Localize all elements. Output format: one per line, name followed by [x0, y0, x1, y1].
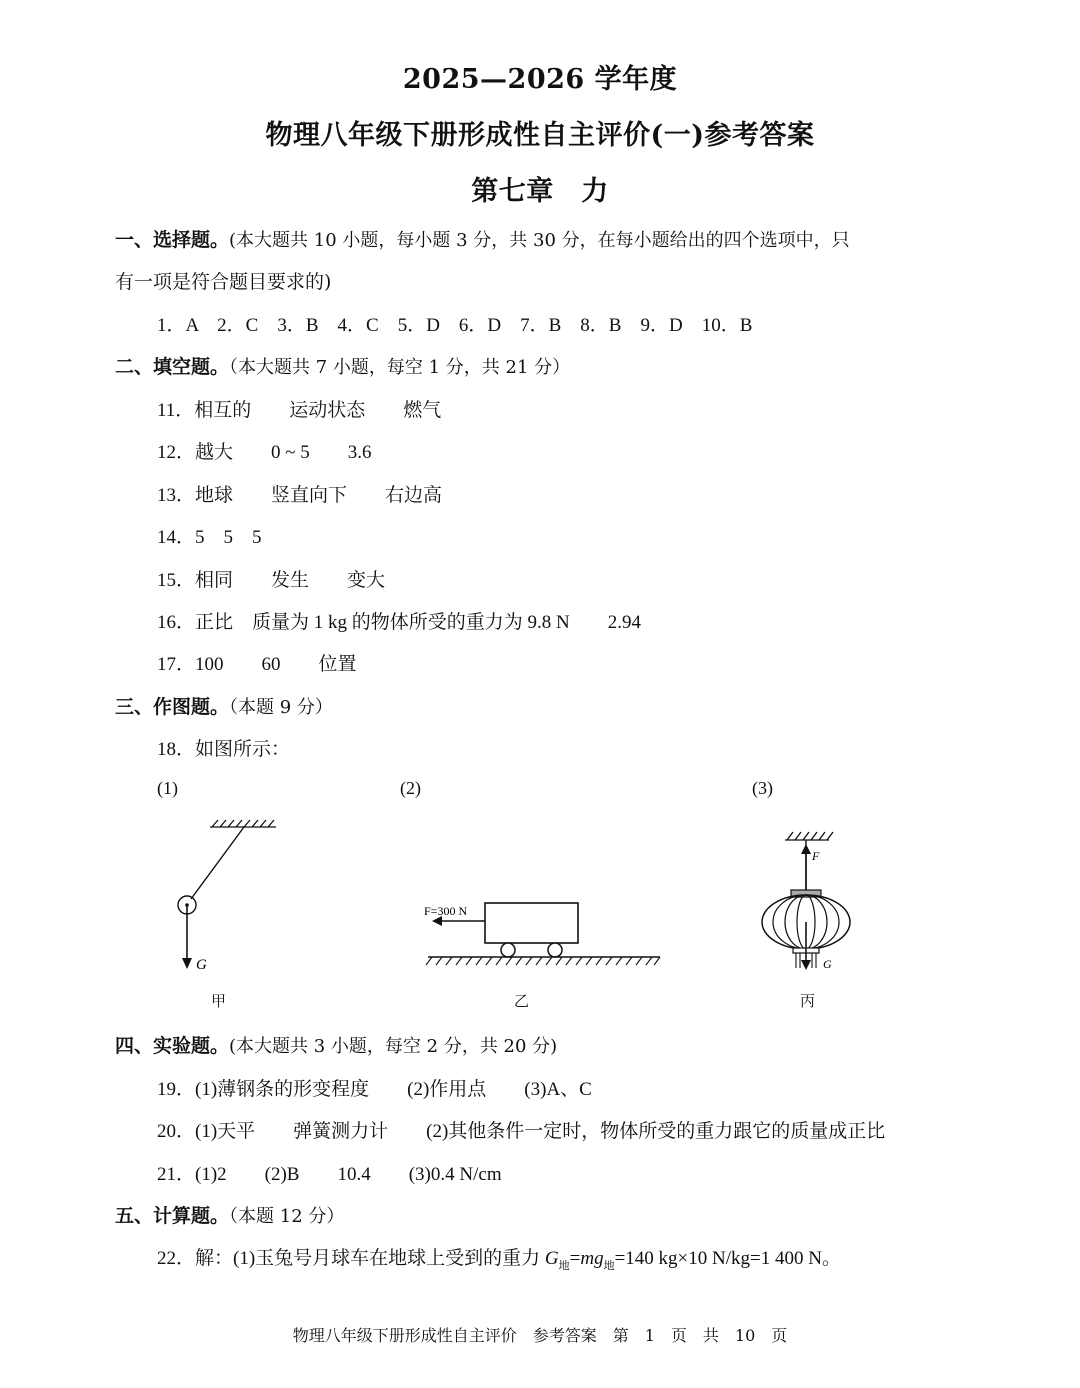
figure-1-caption: 甲 — [211, 994, 227, 1010]
cart-wheel-right — [548, 943, 562, 957]
part1-answers: 1．A 2．C 3．B 4．C 5．D 6．D 7．B 8．B 9．D 10．B — [157, 315, 753, 336]
part4-heading: 四、实验题。 — [115, 1035, 230, 1057]
part3-header — [115, 692, 333, 719]
pendulum-string — [191, 827, 244, 899]
part5-header — [115, 1201, 344, 1228]
part5-heading: 五、计算题。 — [115, 1205, 230, 1227]
force-label: F=300 N — [424, 904, 468, 918]
answer-q17: 17．100 60 位置 — [157, 654, 357, 675]
part1-heading: 一、选择题。 — [115, 229, 230, 251]
answer-q18: 18．如图所示： — [157, 739, 291, 760]
part2-header — [115, 352, 570, 379]
answer-q19: 19．(1)薄钢条的形变程度 (2)作用点 (3)A、C — [157, 1079, 592, 1100]
page-footer: 物理八年级下册形成性自主评价 参考答案 第 1 页 共 10 页 — [292, 1326, 788, 1345]
part2-heading: 二、填空题。 — [115, 356, 230, 378]
figure-2-caption: 乙 — [514, 994, 530, 1010]
part1-note-b: 有一项是符合题目要求的) — [115, 271, 332, 293]
figure-3-caption: 丙 — [800, 994, 816, 1010]
answer-q16: 16．正比 质量为 1 kg 的物体所受的重力为 9.8 N 2.94 — [157, 612, 641, 633]
q22-equals: = — [569, 1248, 581, 1269]
answer-q11: 11．相互的 运动状态 燃气 — [157, 400, 442, 421]
ceiling-hatch — [210, 820, 276, 827]
answer-q15: 15．相同 发生 变大 — [157, 570, 386, 591]
part2-note: （本大题共 7 小题，每空 1 分，共 21 分） — [229, 357, 571, 378]
answer-q13: 13．地球 竖直向下 右边高 — [157, 485, 443, 506]
figure-1-number: (1) — [157, 778, 178, 798]
part1-header — [115, 225, 850, 252]
q22-text: 22．解：(1)玉兔号月球车在地球上受到的重力 — [157, 1248, 545, 1269]
cart-wheel-left — [501, 943, 515, 957]
doc-main-title: 物理八年级下册形成性自主评价(一)参考答案 — [265, 120, 815, 151]
figure-3-lantern — [755, 822, 865, 977]
answer-q14: 14．5 5 5 — [157, 527, 262, 548]
figure-1-pendulum — [160, 815, 290, 980]
part3-heading: 三、作图题。 — [115, 696, 230, 718]
part1-note-a: (本大题共 10 小题，每小题 3 分，共 30 分，在每小题给出的四个选项中，只 — [229, 230, 850, 251]
part4-header — [115, 1031, 557, 1058]
gravity-label: G — [823, 957, 832, 971]
q22-result: =140 kg×10 N/kg=1 400 N。 — [614, 1248, 841, 1269]
answer-q22 — [157, 1243, 841, 1273]
answer-q12: 12．越大 0 ~ 5 3.6 — [157, 442, 372, 463]
q22-mg-symbol: mg — [580, 1248, 604, 1269]
part4-note: (本大题共 3 小题，每空 2 分，共 20 分) — [229, 1036, 558, 1057]
doc-chapter-title: 第七章 力 — [471, 176, 609, 207]
gravity-label: G — [196, 957, 207, 973]
ground-hatch — [426, 957, 660, 965]
answer-q21: 21．(1)2 (2)B 10.4 (3)0.4 N/cm — [157, 1164, 502, 1185]
figure-3-number: (3) — [752, 778, 773, 798]
answer-q20: 20．(1)天平 弹簧测力计 (2)其他条件一定时，物体所受的重力跟它的质量成正比 — [157, 1121, 886, 1142]
tension-label: F — [812, 849, 820, 863]
ceiling-hatch — [785, 832, 833, 840]
q22-gravity-symbol: G — [544, 1248, 559, 1269]
doc-year-title: 2025—2026 学年度 — [402, 64, 678, 95]
figure-2-number: (2) — [400, 778, 421, 798]
cart-body — [485, 903, 578, 943]
part5-note: （本题 12 分） — [229, 1206, 345, 1227]
figure-2-cart — [420, 895, 670, 975]
part3-note: （本题 9 分） — [229, 697, 333, 718]
q22-subscript-2: 地 — [603, 1259, 615, 1272]
q22-subscript-1: 地 — [558, 1259, 570, 1272]
